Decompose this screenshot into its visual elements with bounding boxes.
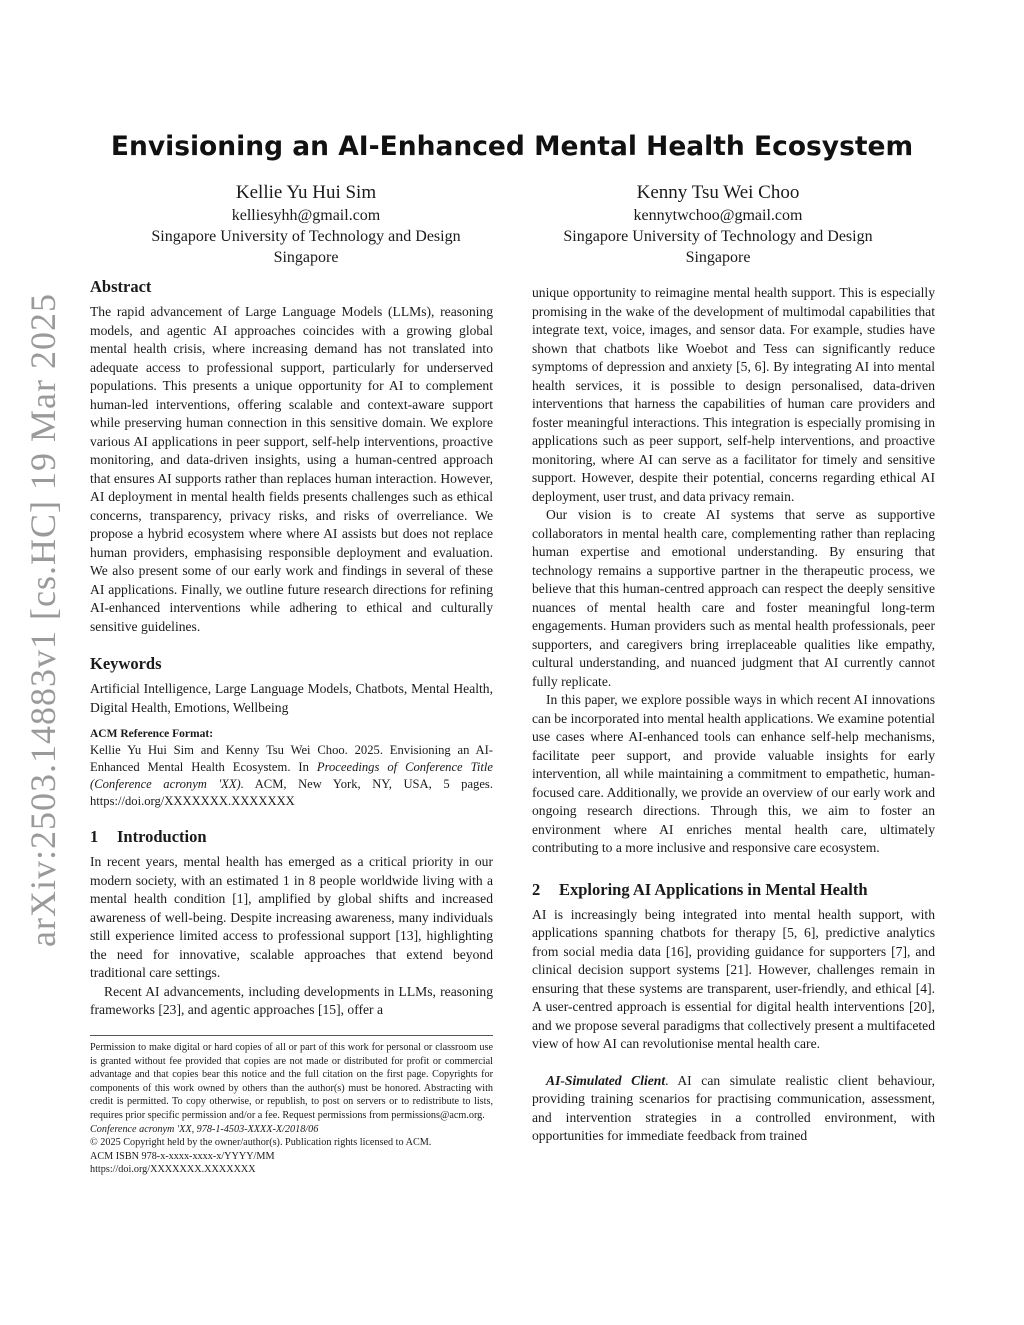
abstract-text: The rapid advancement of Large Language Models (LLMs), reasoning models, and agentic AI approaches coincides with a growing global mental health crisis, where increasing demand has not translated into adequate access to professional support, particularly for underserved populations. This presents a unique opportunity for AI to complement human-led interventions, offering scalable and context-aware support while preserving human connection in this sensitive domain. We explore various AI applications in peer support, self-help interventions, proactive monitoring, and data-driven insights, using a human-centred approach that ensures AI supports rather than replaces human interaction. However, AI deployment in mental health fields presents challenges such as ethical concerns, transparency, privacy risks, and risks of overreliance. We propose a hybrid ecosystem where where AI assists but does not replace human providers, emphasising responsible deployment and evaluation. We also present some of our early work and findings in several of these AI applications. Finally, we outline future research directions for refining AI-enhanced interventions while adhering to ethical and culturally sensitive guidelines. xyxy=(90,304,493,634)
intro-paragraph-5: In this paper, we explore possible ways in which recent AI innovations can be incorporated into mental health applications. We examine potential use cases where AI-enhanced tools can enhance self-help mechanisms, facilitate peer support, and provide valuable insights for early intervention, all while maintaining a commitment to empathetic, human-focused care. Additionally, we provide an overview of our early work and ongoing research directions. Through this, we aim to foster an environment where AI enriches mental health care, ultimately contributing to a more inclusive and responsive care ecosystem. xyxy=(532,692,935,855)
ai-simulated-client-text: . AI can simulate realistic client behaviour, providing training scenarios for practising communication, assessment, and intervention strategies in a controlled environment, with opportunities for immediate feedback from trained xyxy=(532,1072,935,1143)
copyright-line: © 2025 Copyright held by the owner/author(s). Publication rights licensed to ACM. xyxy=(90,1137,432,1149)
acm-reference-venue: Proceedings of Conference Title (Conference acronym 'XX). xyxy=(90,760,493,791)
acm-reference-suffix: ACM, New York, NY, USA, 5 pages. https://doi.org/XXXXXXX.XXXXXXX xyxy=(90,777,493,808)
paper-title: Envisioning an AI-Enhanced Mental Health Ecosystem xyxy=(110,131,914,162)
section-2-title: Exploring AI Applications in Mental Health xyxy=(559,879,868,899)
conference-line: Conference acronym 'XX, 978-1-4503-XXXX-X/2018/06 xyxy=(90,1123,319,1135)
copyright-footnote xyxy=(90,1035,493,1177)
section-2-paragraph-1: AI is increasingly being integrated into mental health support, with applications spanning chatbots for therapy [5, 6], predictive analytics from social media data [16], providing guidance for supporters [7], and clinical decision support systems [21]. However, challenges remain in ensuring that these systems are transparent, user-friendly, and ethical [4]. A user-centred approach is essential for digital health interventions [20], and we propose several paradigms that collectively present a multifaceted view of how AI can revolutionise mental health care. xyxy=(532,906,935,1051)
right-column xyxy=(532,284,935,1146)
left-column xyxy=(90,277,493,1020)
acm-reference-prefix: Kellie Yu Hui Sim and Kenny Tsu Wei Choo. 2025. Envisioning an AI-Enhanced Mental Health Ecosystem. In xyxy=(90,743,493,774)
arxiv-identifier: arXiv:2503.14883v1 [cs.HC] 19 Mar 2025 xyxy=(23,293,64,947)
author-email[interactable]: kennytwchoo@gmail.com xyxy=(633,207,803,224)
keywords-heading: Keywords xyxy=(90,654,162,673)
intro-heading xyxy=(90,827,493,847)
author-affiliation: Singapore University of Technology and Design xyxy=(563,228,873,245)
section-2-paragraph-2 xyxy=(532,1072,935,1146)
author-email[interactable]: kelliesyhh@gmail.com xyxy=(231,207,381,224)
intro-paragraph-1: In recent years, mental health has emerged as a critical priority in our modern society, with an estimated 1 in 8 people worldwide living with a mental health condition [1], amplified by global shifts and increased awareness of well-being. Despite increasing awareness, many individuals still experience limited access to professional support [13], highlighting the need for innovative, scalable approaches that extend beyond traditional care settings. xyxy=(90,854,493,980)
acm-reference-text xyxy=(90,742,493,810)
ai-simulated-client-heading: AI-Simulated Client xyxy=(546,1072,666,1088)
keywords-text: Artificial Intelligence, Large Language Models, Chatbots, Mental Health, Digital Health, Emotions, Wellbeing xyxy=(90,681,493,715)
section-2-number: 2 xyxy=(532,879,541,899)
intro-paragraph-4: Our vision is to create AI systems that serve as supportive collaborators in mental health care, complementing rather than replacing human expertise and emotional understanding. By ensuring that technology remains a supportive partner in the therapeutic process, we believe that this human-centred approach can respect the deeply sensitive nuances of mental health care and foster meaningful long-term engagements. Human providers such as mental health professionals, peer supporters, and caregivers bring irreplaceable qualities like empathy, cultural understanding, and nuanced judgment that AI currently cannot fully replicate. xyxy=(532,507,935,689)
author-block-2 xyxy=(508,181,928,268)
acm-reference-heading: ACM Reference Format: xyxy=(90,728,214,740)
isbn-line: ACM ISBN 978-x-xxxx-xxxx-x/YYYY/MM xyxy=(90,1150,275,1162)
arxiv-side-stamp xyxy=(8,293,78,947)
intro-paragraph-2: Recent AI advancements, including developments in LLMs, reasoning frameworks [23], and agentic approaches [15], offer a xyxy=(90,983,493,1017)
intro-paragraph-3: unique opportunity to reimagine mental health support. This is especially promising in the wake of the development of multimodal capabilities that integrate text, voice, images, and sensor data. For example, studies have shown that chatbots like Woebot and Tess can significantly reduce symptoms of depression and anxiety [5, 6]. By integrating AI into mental health services, it is possible to design personalised, data-driven interventions that harness the capabilities of human care providers and foster meaningful interactions. This integration is especially promising in applications such as peer support, self-help interventions, and proactive monitoring, where AI can serve as a facilitator for timely and sensitive support. However, despite their potential, concerns regarding ethical AI deployment, user trust, and data privacy remain. xyxy=(532,285,935,504)
author-block-1 xyxy=(96,181,516,268)
author-country: Singapore xyxy=(685,249,751,266)
author-name: Kenny Tsu Wei Choo xyxy=(636,182,800,203)
abstract-heading: Abstract xyxy=(90,277,152,296)
intro-section-title: Introduction xyxy=(117,827,207,846)
section-2-heading xyxy=(532,880,935,900)
permission-notice: Permission to make digital or hard copies of all or part of this work for personal or classroom use is granted without fee provided that copies are not made or distributed for profit or commercial advantage and that copies bear this notice and the full citation on the first page. Copyrights for components of this work owned by others than the author(s) must be honored. Abstracting with credit is permitted. To copy otherwise, or republish, to post on servers or to redistribute to lists, requires prior specific permission and/or a fee. Request permissions from permissions@acm.org. xyxy=(90,1042,493,1121)
author-name: Kellie Yu Hui Sim xyxy=(235,182,377,203)
author-affiliation: Singapore University of Technology and Design xyxy=(151,228,461,245)
author-country: Singapore xyxy=(273,249,339,266)
intro-section-number: 1 xyxy=(90,827,99,846)
doi-line[interactable]: https://doi.org/XXXXXXX.XXXXXXX xyxy=(90,1164,256,1176)
